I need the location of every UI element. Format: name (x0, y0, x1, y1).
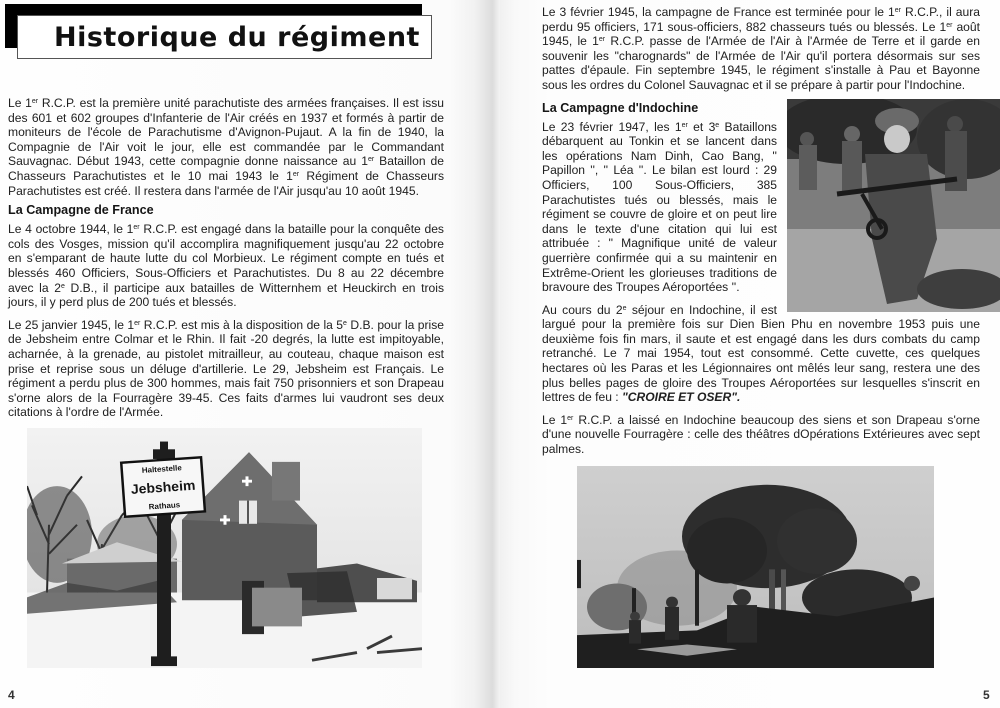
indochina-village-illustration (577, 466, 934, 668)
sign-line-rathaus: Rathaus (148, 500, 181, 512)
france-paragraph-2: Le 25 janvier 1945, le 1er R.C.P. est mis à la disposition de la 5e D.B. pour la prise de Jebsheim entre Colmar et le Rhin. Il fait -20 degrés, la lutte est impitoyable, acharnée, à la grenade, au pistolet mitrailleur, au couteau, chaque maison est prise et reprise sous un déluge d'artillerie. Le 29, Jebsheim est Français. Le régiment a perdu plus de 300 hommes, mais fait 750 prisonniers et son Drapeau s'orne alors de la Fourragère 39-45. Ces faits d'armes lui vaudront ses deux citations à l'ordre de l'Armée. (8, 317, 444, 420)
section-heading-france: La Campagne de France (8, 203, 154, 218)
motto-croire-et-oser: "CROIRE ET OSER". (622, 390, 741, 405)
title-area (0, 0, 500, 62)
indochine-paragraph-2b: fois fin mars, il saute et est engagé dans les durs combats du camp retranché. Le 7 mai 1954, tout est consommé. Cette cuvette, ces quelques hectares où les Paras et les Légionnaires ont mêlés leur sang, restera une des plus belles pages de gloire des Troupes Aéroportées sur lesquelles s'inscrit en lettres de feu : "CROIRE ET OSER". (542, 331, 980, 405)
photo-paratrooper (787, 99, 1000, 312)
france-paragraph-1: Le 4 octobre 1944, le 1er R.C.P. est engagé dans la bataille pour la conquête des cols des Vosges, mission qu'il accomplira magnifiquement jusqu'au 22 octobre en s'emparant de haute lutte du col Morbieux. Le régiment compte en tués et blessés 460 Officiers, Sous-Officiers et Parachutistes. Du 8 au 22 décembre avec la 2e D.B., il participe aux batailles de Witternhem et Heuckirch en trois jours, il y perd plus de 200 tués et blessés. (8, 222, 444, 310)
left-text-flow (8, 96, 444, 420)
jebsheim-illustration (27, 428, 422, 668)
title-box (17, 15, 432, 59)
sign-line-haltestelle: Haltestelle (141, 463, 183, 475)
page-title: Historique du régiment (54, 21, 420, 53)
page-number-right: 5 (983, 688, 990, 702)
indochine-paragraph-3: Le 1er R.C.P. a laissé en Indochine beaucoup des siens et son Drapeau s'orne d'une nouvelle Fourragère : celle des théâtres dOpérations Extérieures avec sept palmes. (542, 412, 980, 457)
paratrooper-illustration (787, 99, 1000, 312)
indochine-paragraph-2 (542, 303, 980, 405)
section-heading-indochine: La Campagne d'Indochine (542, 100, 699, 115)
sign-line-jebsheim: Jebsheim (130, 477, 196, 497)
photo-indochina-village (577, 466, 934, 668)
photo-jebsheim (27, 428, 422, 668)
top-paragraph: Le 3 février 1945, la campagne de France est terminée pour le 1er R.C.P., il aura perdu 95 officiers, 171 sous-officiers, 882 chasseurs tués ou blessés. Le 1er août 1945, le 1er R.C.P. passe de l'Armée de l'Air à l'Armée de Terre et il garde en souvenir les "charognards" de l'Armée de l'Air qu'il portera désormais sur ses pattes d'épaule. Fin septembre 1945, le régiment s'installe à Pau et Bayonne sous les ordres du Colonel Sauvagnac et il se prépare à partir pour l'Indochine. (542, 5, 981, 92)
right-text-flow (542, 5, 980, 457)
page-number-left: 4 (8, 688, 15, 702)
indochine-paragraph-1: Le 23 février 1947, les 1er et 3e Bataillons débarquent au Tonkin et se lancent dans les opérations Nam Dinh, Cao Bang, '' Papillon '', '' Léa ''. Le bilan est lourd : 29 Officiers, 100 Sous-Officiers, 385 Parachutistes tués ou blessés, mais le régiment se couvre de gloire et on peut lire dans le texte d'une citation qui lui est attribuée : '' Magnifique unité de valeur guerrière confirmée qui a su maintenir en Extrême-Orient les glorieuses traditions de bravoure des Troupes Aéroportées ''. (542, 119, 777, 295)
right-page (500, 0, 1000, 708)
indochine-paragraph-2a: Au cours du 2e séjour en Indochine, il est largué pour la première fois sur Dien Bien Phu en novembre 1953 puis une deuxième (542, 302, 980, 346)
intro-paragraph: Le 1er R.C.P. est la première unité parachutiste des armées françaises. Il est issu des 601 et 602 groupes d'Infanterie de l'Air créés en 1937 et formés à partir de moniteurs de l'école de Parachutisme d'Avignon-Pujaut. A la fin de 1940, la Compagnie de l'Air voit le jour, elle est commandée par le Commandant Sauvagnac. Début 1943, cette compagnie donne naissance au 1er Bataillon de Chasseurs Parachutistes et le 10 mai 1943 le 1er Régiment de Chasseurs Parachutistes est créé. Il restera dans l'armée de l'Air jusqu'au 10 août 1945. (8, 96, 444, 198)
